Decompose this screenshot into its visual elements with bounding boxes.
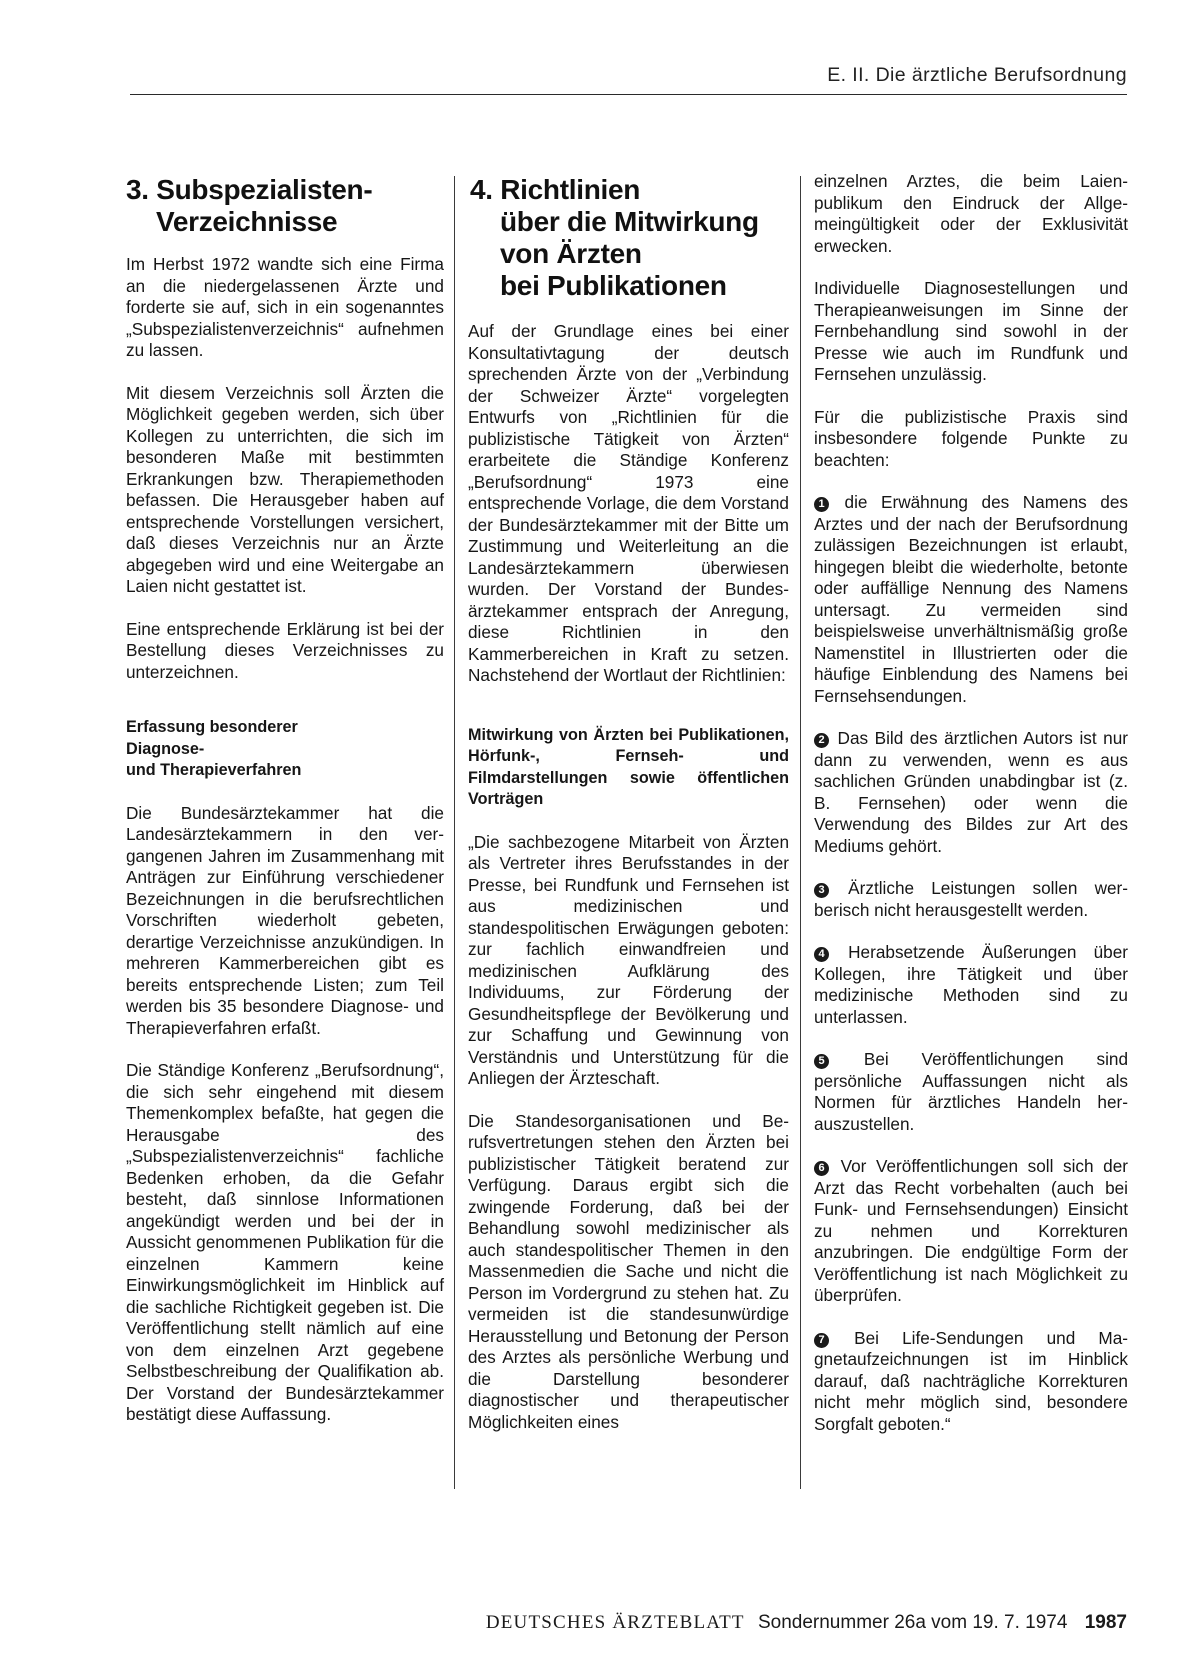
- column-3-paragraph: Individuelle Diagnosestellungen und Therapieanweisungen im Sinne der Fernbehandlung sind sowohl in der Presse wie auch im Rundfunk und Fernsehen unzulässig.: [814, 278, 1128, 384]
- number-4-icon: 4: [814, 947, 829, 962]
- column-3-paragraph: Für die publizistische Praxis sind insbesondere folgende Punkte zu beachten:: [814, 406, 1128, 470]
- section-4-intro: Auf der Grundlage eines bei einer Konsultativtagung der deutsch sprechenden Ärzte von der „Verbindung der Schweizer Ärzte“ vorgelegten Entwurfs von „Richtlinien für die publizistische Tätigkeit von Ärzten“ erarbeitete die Ständige Konferenz „Berufsordnung“ 1973 eine entsprechende Vorlage, die dem Vorstand der Bundesärztekammer mit der Bitte um Zustimmung und Weiterleitung an die Landesärztekammern überwiesen wurden. Der Vorstand der Bundesärztekammer entsprach der Anregung, diese Richtlinien in den Kammerbereichen in Kraft zu setzen. Nachstehend der Wortlaut der Richtlinien:: [468, 321, 789, 685]
- section-4-subheading: Mitwirkung von Ärzten bei Publikationen, Hörfunk-, Fernseh- und Filmdarstellungen sowie öffentlichen Vorträgen: [468, 725, 789, 808]
- guideline-point-3: [814, 878, 1128, 921]
- section-3-title-line1: 3. Subspezialisten-: [126, 174, 373, 205]
- section-3-subheading: [126, 717, 444, 782]
- section-3-paragraph: Mit diesem Verzeichnis soll Ärzten die Möglichkeit gegeben werden, sich über Kollegen zu unterrichten, die sich im besonderen Maße mit bestimmten Erkrankungen bzw. Therapiemethoden befassen. Die Herausgeber haben auf entsprechende Vorstellungen versichert, daß dieses Verzeichnis nur an Ärzte abgegeben wird und eine Weitergabe an Laien nicht gestattet ist.: [126, 382, 444, 596]
- number-6-icon: 6: [814, 1161, 829, 1176]
- guideline-point-5: [814, 1049, 1128, 1135]
- column-1: [126, 254, 444, 1447]
- section-4-paragraph: „Die sachbezogene Mitarbeit von Ärzten als Vertreter ihres Berufsstandes in der Presse, bei Rundfunk und Fernsehen ist aus medizinischen und standespolitischen Erwägungen geboten: zur fachlich einwandfreien und medizinischen Aufklärung des Individuums, zur Förderung der Gesundheitspflege der Bevölkerung und zur Schaffung und Gewinnung von Verständnis und Unterstützung für die Anliegen der Ärzteschaft.: [468, 831, 789, 1088]
- section-3-paragraph: Im Herbst 1972 wandte sich eine Firma an die niedergelassenen Ärzte und forderte sie auf, sich in ein sogenanntes „Subspezialistenverzeichnis“ aufnehmen zu lassen.: [126, 254, 444, 360]
- number-3-icon: 3: [814, 883, 829, 898]
- section-4-paragraph: Die Standesorganisationen und Berufsvertretungen stehen den Ärzten bei publizistischer Tätigkeit beratend zur Verfügung. Daraus ergibt sich die zwingende Forderung, daß bei der Behandlung sowohl medizinischer als auch standespolitischer Themen in den Massenmedien die Sache und nicht die Person im Vordergrund zu stehen hat. Zu vermeiden ist die standesunwürdige Herausstellung und Betonung der Person des Arztes als persönliche Werbung und die Darstellung besonderer diagnostischer und therapeutischer Möglichkeiten eines: [468, 1110, 789, 1432]
- subheading-line: Diagnose-: [126, 739, 205, 758]
- column-divider-2: [800, 176, 801, 1489]
- column-3-paragraph: einzelnen Arztes, die beim Laienpublikum den Eindruck der Allgemeingültigkeit oder der Exklusivität erwecken.: [814, 171, 1128, 256]
- column-2: [468, 321, 789, 1454]
- number-1-icon: 1: [814, 497, 829, 512]
- guideline-text: Herabsetzende Äußerungen über Kollegen, ihre Tätigkeit und über medizinische Methoden sind zu unterlassen.: [814, 942, 1128, 1027]
- section-3-paragraph: Eine entsprechende Erklärung ist bei der Bestellung dieses Verzeichnisses zu unterzeichnen.: [126, 618, 444, 682]
- number-7-icon: 7: [814, 1333, 829, 1348]
- guideline-text: Bei Life-Sendungen und Magnetaufzeichnungen ist im Hinblick darauf, daß nachträgliche Korrekturen nicht mehr möglich sind, besondere Sorgfalt geboten.“: [814, 1327, 1128, 1434]
- section-3-title-line2: Verzeichnisse: [156, 206, 338, 237]
- guideline-point-1: [814, 492, 1128, 707]
- header-rule: [130, 94, 1127, 95]
- guideline-text: Ärztliche Leistungen sollen werberisch nicht herausgestellt werden.: [814, 878, 1128, 920]
- journal-masthead: DEUTSCHES ÄRZTEBLATT: [485, 1612, 745, 1633]
- section-4-title-line2: über die Mitwirkung: [500, 206, 759, 237]
- subheading-line: Erfassung besonderer: [126, 718, 298, 736]
- running-header: E. II. Die ärztliche Berufsordnung: [827, 64, 1127, 86]
- column-divider-1: [454, 176, 455, 1489]
- guideline-point-7: [814, 1328, 1128, 1436]
- subheading-line: und Therapieverfahren: [126, 761, 302, 779]
- section-3-title: [126, 174, 372, 238]
- number-5-icon: 5: [814, 1054, 829, 1069]
- column-3: [814, 171, 1128, 1456]
- section-4-title-line4: bei Publikationen: [500, 270, 727, 301]
- guideline-text: Bei Veröffentlichungen sind persönliche Auffassungen nicht als Normen für ärztliches Handeln herauszustellen.: [814, 1049, 1128, 1134]
- section-4-title-line3: von Ärzten: [500, 238, 642, 269]
- guideline-point-6: [814, 1156, 1128, 1307]
- guideline-point-4: [814, 942, 1128, 1028]
- guideline-text: die Erwähnung des Namens des Arztes und der nach der Berufsordnung zulässigen Bezeichnungen ist erlaubt, hingegen bleibt die wiederholte, betonte oder auffällige Nennung des Namens untersagt. Zu vermeiden sind beispielsweise unverhältnismäßig große Namenstitel in Illustrierten oder die häufige Einblendung des Namens bei Fernsehsendungen.: [814, 492, 1128, 706]
- number-2-icon: 2: [814, 733, 829, 748]
- guideline-text: Vor Veröffentlichungen soll sich der Arzt das Recht vorbehalten (auch bei Funk- und Fernsehsendungen) Einsicht zu nehmen und Korrekturen anzubringen. Die endgültige Form der Veröffentlichung ist nach Möglichkeit zu überprüfen.: [814, 1156, 1128, 1305]
- issue-info: Sondernummer 26a vom 19. 7. 1974: [757, 1612, 1068, 1633]
- page-number: 1987: [1084, 1612, 1127, 1633]
- section-4-title-line1: 4. Richtlinien: [470, 174, 641, 205]
- section-4-title: [470, 174, 759, 302]
- guideline-text: Das Bild des ärztlichen Autors ist nur dann zu verwenden, wenn es aus sachlichen Gründen unabdingbar ist (z. B. Fernsehen) oder wenn die Verwendung des Bildes zur Art des Mediums gehört.: [814, 728, 1129, 856]
- page-footer: [486, 1612, 1127, 1634]
- guideline-point-2: [814, 728, 1128, 857]
- section-3-paragraph: Die Bundesärztekammer hat die Landesärztekammern in den vergangenen Jahren im Zusammenhang mit Anträgen zur Einführung verschiedener Bezeichnungen in die berufsrechtlichen Vorschriften wiederholt gebeten, derartige Verzeichnisse anzukündigen. In mehreren Kammerbereichen gibt es bereits entsprechende Listen; zum Teil werden bis 35 besondere Diagnose- und Therapieverfahren erfaßt.: [126, 802, 444, 1038]
- section-3-paragraph: Die Ständige Konferenz „Berufsordnung“, die sich sehr eingehend mit diesem Themenkomplex befaßte, hat gegen die Herausgabe des „Subspezialistenverzeichnis“ fachliche Bedenken erhoben, da die Gefahr besteht, daß sinnlose Informationen angekündigt werden und bei der in Aussicht genommenen Publikation für die einzelnen Kammern keine Einwirkungsmöglichkeit im Hinblick auf die sachliche Richtigkeit gegeben ist. Die Veröffentlichung stellt nämlich auf eine von dem einzelnen Arzt gegebene Selbstbeschreibung der Qualifikation ab. Der Vorstand der Bundesärztekammer bestätigt diese Auffassung.: [126, 1060, 444, 1424]
